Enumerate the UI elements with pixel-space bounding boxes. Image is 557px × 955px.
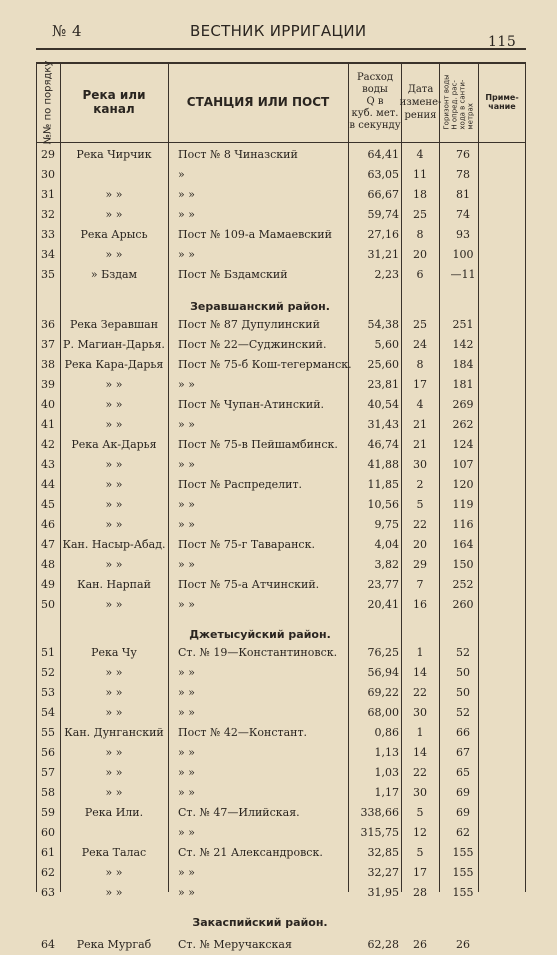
station-cell: » » bbox=[178, 886, 195, 899]
flow-cell: 3,82 bbox=[374, 558, 399, 571]
river-cell: » » bbox=[105, 786, 123, 799]
station-cell: » » bbox=[178, 746, 195, 759]
section-heading: Джетысуйский район. bbox=[189, 628, 331, 641]
level-cell: 69 bbox=[456, 806, 470, 819]
row-number: 46 bbox=[41, 518, 55, 531]
flow-cell: 23,81 bbox=[367, 378, 399, 391]
table-row bbox=[36, 535, 526, 555]
date-cell: 5 bbox=[416, 846, 424, 859]
flow-cell: 69,22 bbox=[367, 686, 399, 699]
level-cell: 50 bbox=[456, 686, 470, 699]
discharge-table bbox=[36, 60, 526, 951]
flow-cell: 31,95 bbox=[367, 886, 399, 899]
date-cell: 16 bbox=[413, 598, 427, 611]
row-number: 54 bbox=[41, 706, 55, 719]
station-cell: Ст. № 21 Александровск. bbox=[178, 846, 323, 859]
date-cell: 26 bbox=[413, 938, 427, 951]
table-row bbox=[36, 475, 526, 495]
date-cell: 17 bbox=[413, 866, 427, 879]
date-cell: 30 bbox=[413, 458, 427, 471]
river-cell: » » bbox=[105, 498, 123, 511]
river-cell: » » bbox=[105, 418, 123, 431]
table-row bbox=[36, 763, 526, 783]
date-cell: 20 bbox=[413, 538, 427, 551]
station-cell: » » bbox=[178, 666, 195, 679]
station-cell: » » bbox=[178, 826, 195, 839]
row-number: 56 bbox=[41, 746, 55, 759]
header-date: Дата измене- рения bbox=[399, 83, 442, 121]
date-cell: 6 bbox=[416, 268, 424, 281]
station-cell: Пост № 75-г Таваранск. bbox=[178, 538, 315, 551]
date-cell: 18 bbox=[413, 188, 427, 201]
level-cell: 69 bbox=[456, 786, 470, 799]
station-cell: Пост № Распределит. bbox=[178, 478, 303, 491]
date-cell: 25 bbox=[413, 208, 427, 221]
flow-cell: 64,41 bbox=[367, 148, 399, 161]
header-rule bbox=[36, 48, 526, 50]
level-cell: 52 bbox=[456, 646, 470, 659]
flow-cell: 1,13 bbox=[374, 746, 399, 759]
header-flow: Расход воды Q в куб. мет. в секунду bbox=[349, 72, 401, 131]
river-cell: Река Чу bbox=[91, 646, 137, 659]
table-row bbox=[36, 165, 526, 185]
row-number: 47 bbox=[41, 538, 55, 551]
table-row bbox=[36, 315, 526, 335]
river-cell: Река Талас bbox=[81, 846, 147, 859]
river-cell: » » bbox=[105, 558, 123, 571]
level-cell: 164 bbox=[452, 538, 474, 551]
date-cell: 24 bbox=[413, 338, 427, 351]
flow-cell: 76,25 bbox=[367, 646, 399, 659]
date-cell: 1 bbox=[416, 726, 424, 739]
station-cell: » » bbox=[178, 558, 195, 571]
river-cell: Река Зеравшан bbox=[69, 318, 159, 331]
table-row bbox=[36, 643, 526, 663]
station-cell: » » bbox=[178, 498, 195, 511]
flow-cell: 27,16 bbox=[367, 228, 399, 241]
flow-cell: 63,05 bbox=[367, 168, 399, 181]
flow-cell: 31,43 bbox=[367, 418, 399, 431]
flow-cell: 5,60 bbox=[374, 338, 399, 351]
flow-cell: 41,88 bbox=[367, 458, 399, 471]
river-cell: Кан. Дунганский bbox=[64, 726, 164, 739]
row-number: 48 bbox=[41, 558, 55, 571]
row-number: 62 bbox=[41, 866, 55, 879]
date-cell: 12 bbox=[413, 826, 427, 839]
station-cell: Ст. № 19—Константиновск. bbox=[178, 646, 338, 659]
station-cell: » » bbox=[178, 766, 195, 779]
flow-cell: 1,17 bbox=[374, 786, 399, 799]
station-cell: Пост № 75-б Кош-тегерманск. bbox=[178, 358, 352, 371]
flow-cell: 4,04 bbox=[374, 538, 399, 551]
flow-cell: 25,60 bbox=[367, 358, 399, 371]
flow-cell: 59,74 bbox=[367, 208, 399, 221]
flow-cell: 56,94 bbox=[367, 666, 399, 679]
header-level: Горизонт воды Н опред. рас- хода в санти- метрах bbox=[443, 74, 475, 130]
row-number: 39 bbox=[41, 378, 55, 391]
date-cell: 14 bbox=[413, 666, 427, 679]
date-cell: 25 bbox=[413, 318, 427, 331]
date-cell: 14 bbox=[413, 746, 427, 759]
row-number: 52 bbox=[41, 666, 55, 679]
level-cell: —11 bbox=[450, 268, 476, 281]
table-row bbox=[36, 783, 526, 803]
level-cell: 155 bbox=[452, 866, 474, 879]
flow-cell: 66,67 bbox=[367, 188, 399, 201]
page-number: 115 bbox=[488, 34, 517, 50]
table-row bbox=[36, 823, 526, 843]
level-cell: 184 bbox=[452, 358, 474, 371]
level-cell: 181 bbox=[452, 378, 474, 391]
row-number: 58 bbox=[41, 786, 55, 799]
row-number: 59 bbox=[41, 806, 55, 819]
river-cell: Река Мургаб bbox=[76, 938, 152, 951]
date-cell: 2 bbox=[416, 478, 424, 491]
river-cell: Река Арысь bbox=[80, 228, 148, 241]
flow-cell: 315,75 bbox=[360, 826, 399, 839]
table-row bbox=[36, 663, 526, 683]
row-number: 43 bbox=[41, 458, 55, 471]
table-row bbox=[36, 435, 526, 455]
flow-cell: 32,85 bbox=[367, 846, 399, 859]
level-cell: 107 bbox=[452, 458, 474, 471]
river-cell: » » bbox=[105, 518, 123, 531]
table-row bbox=[36, 265, 526, 285]
row-number: 42 bbox=[41, 438, 55, 451]
level-cell: 269 bbox=[452, 398, 474, 411]
river-cell: » » bbox=[105, 766, 123, 779]
table-row bbox=[36, 495, 526, 515]
station-cell: Пост № 87 Дупулинский bbox=[178, 318, 320, 331]
table-row bbox=[36, 595, 526, 615]
station-cell: » » bbox=[178, 378, 195, 391]
level-cell: 155 bbox=[452, 846, 474, 859]
flow-cell: 62,28 bbox=[367, 938, 399, 951]
flow-cell: 1,03 bbox=[374, 766, 399, 779]
table-row bbox=[36, 723, 526, 743]
date-cell: 21 bbox=[413, 418, 427, 431]
section-heading: Зеравшанский район. bbox=[190, 300, 330, 313]
issue-number: № 4 bbox=[52, 22, 83, 40]
level-cell: 67 bbox=[456, 746, 470, 759]
level-cell: 100 bbox=[452, 248, 474, 261]
row-number: 57 bbox=[41, 766, 55, 779]
table-row bbox=[36, 703, 526, 723]
table-row bbox=[36, 883, 526, 903]
table-row bbox=[36, 575, 526, 595]
level-cell: 119 bbox=[452, 498, 474, 511]
station-cell: » » bbox=[178, 188, 195, 201]
river-cell: » » bbox=[105, 188, 123, 201]
station-cell: » » bbox=[178, 458, 195, 471]
station-cell: Пост № 8 Чиназский bbox=[178, 148, 298, 161]
date-cell: 4 bbox=[416, 398, 424, 411]
level-cell: 65 bbox=[456, 766, 470, 779]
flow-cell: 32,27 bbox=[367, 866, 399, 879]
date-cell: 28 bbox=[413, 886, 427, 899]
header-station: СТАНЦИЯ ИЛИ ПОСТ bbox=[186, 95, 330, 109]
flow-cell: 68,00 bbox=[367, 706, 399, 719]
row-number: 37 bbox=[41, 338, 55, 351]
station-cell: » » bbox=[178, 686, 195, 699]
date-cell: 22 bbox=[413, 766, 427, 779]
row-number: 51 bbox=[41, 646, 55, 659]
river-cell: » » bbox=[105, 598, 123, 611]
date-cell: 21 bbox=[413, 438, 427, 451]
level-cell: 50 bbox=[456, 666, 470, 679]
river-cell: » » bbox=[105, 866, 123, 879]
flow-cell: 46,74 bbox=[367, 438, 399, 451]
date-cell: 22 bbox=[413, 686, 427, 699]
flow-cell: 11,85 bbox=[367, 478, 399, 491]
level-cell: 142 bbox=[452, 338, 474, 351]
date-cell: 20 bbox=[413, 248, 427, 261]
river-cell: » » bbox=[105, 886, 123, 899]
date-cell: 30 bbox=[413, 786, 427, 799]
river-cell: » » bbox=[105, 746, 123, 759]
row-number: 61 bbox=[41, 846, 55, 859]
table-row bbox=[36, 145, 526, 165]
station-cell: Пост № 109-а Мамаевский bbox=[178, 228, 332, 241]
row-number: 30 bbox=[41, 168, 55, 181]
header-river: Река или канал bbox=[82, 88, 146, 116]
date-cell: 17 bbox=[413, 378, 427, 391]
table-row bbox=[36, 935, 526, 955]
date-cell: 7 bbox=[416, 578, 424, 591]
table-row bbox=[36, 205, 526, 225]
level-cell: 124 bbox=[452, 438, 474, 451]
river-cell: » » bbox=[105, 666, 123, 679]
flow-cell: 338,66 bbox=[360, 806, 399, 819]
table-row bbox=[36, 455, 526, 475]
station-cell: » » bbox=[178, 518, 195, 531]
river-cell: Река Чирчик bbox=[76, 148, 152, 161]
river-cell: » » bbox=[105, 458, 123, 471]
table-row bbox=[36, 225, 526, 245]
table-row bbox=[36, 863, 526, 883]
header-note: Приме- чание bbox=[485, 93, 519, 111]
station-cell: Пост № 22—Суджинский. bbox=[178, 338, 327, 351]
flow-cell: 9,75 bbox=[374, 518, 399, 531]
station-cell: » » bbox=[178, 706, 195, 719]
row-number: 35 bbox=[41, 268, 55, 281]
level-cell: 252 bbox=[452, 578, 474, 591]
level-cell: 74 bbox=[456, 208, 470, 221]
table-row bbox=[36, 683, 526, 703]
row-number: 29 bbox=[41, 148, 55, 161]
table-row bbox=[36, 415, 526, 435]
header-num: №№ по порядку bbox=[42, 60, 54, 144]
row-number: 32 bbox=[41, 208, 55, 221]
row-number: 45 bbox=[41, 498, 55, 511]
river-cell: Кан. Насыр-Абад. bbox=[62, 538, 166, 551]
table-row bbox=[36, 515, 526, 535]
row-number: 33 bbox=[41, 228, 55, 241]
river-cell: » » bbox=[105, 686, 123, 699]
level-cell: 155 bbox=[452, 886, 474, 899]
table-row bbox=[36, 843, 526, 863]
row-number: 53 bbox=[41, 686, 55, 699]
station-cell: » » bbox=[178, 786, 195, 799]
date-cell: 29 bbox=[413, 558, 427, 571]
date-cell: 4 bbox=[416, 148, 424, 161]
level-cell: 262 bbox=[452, 418, 474, 431]
table-row bbox=[36, 245, 526, 265]
table-row bbox=[36, 743, 526, 763]
table-row bbox=[36, 375, 526, 395]
date-cell: 30 bbox=[413, 706, 427, 719]
river-cell: Река Ак-Дарья bbox=[71, 438, 157, 451]
level-cell: 52 bbox=[456, 706, 470, 719]
river-cell: » » bbox=[105, 208, 123, 221]
level-cell: 251 bbox=[452, 318, 474, 331]
station-cell: Пост № 42—Констант. bbox=[178, 726, 308, 739]
row-number: 41 bbox=[41, 418, 55, 431]
flow-cell: 23,77 bbox=[367, 578, 399, 591]
table-row bbox=[36, 555, 526, 575]
table-row bbox=[36, 395, 526, 415]
river-cell: » » bbox=[105, 398, 123, 411]
flow-cell: 10,56 bbox=[367, 498, 399, 511]
date-cell: 11 bbox=[413, 168, 427, 181]
station-cell: Пост № 75-а Атчинский. bbox=[178, 578, 320, 591]
river-cell: » » bbox=[105, 248, 123, 261]
station-cell: » » bbox=[178, 418, 195, 431]
station-cell: » » bbox=[178, 598, 195, 611]
flow-cell: 54,38 bbox=[367, 318, 399, 331]
level-cell: 150 bbox=[452, 558, 474, 571]
river-cell: » » bbox=[105, 478, 123, 491]
level-cell: 66 bbox=[456, 726, 470, 739]
row-number: 55 bbox=[41, 726, 55, 739]
flow-cell: 31,21 bbox=[367, 248, 399, 261]
station-cell: Пост № Чупан-Атинский. bbox=[178, 398, 325, 411]
level-cell: 62 bbox=[456, 826, 470, 839]
level-cell: 260 bbox=[452, 598, 474, 611]
river-cell: » » bbox=[105, 706, 123, 719]
level-cell: 120 bbox=[452, 478, 474, 491]
river-cell: Р. Магиан-Дарья. bbox=[63, 338, 165, 351]
table-row bbox=[36, 335, 526, 355]
river-cell: Река Или. bbox=[84, 806, 144, 819]
date-cell: 8 bbox=[416, 228, 424, 241]
station-cell: » » bbox=[178, 208, 195, 221]
flow-cell: 20,41 bbox=[367, 598, 399, 611]
river-cell: » Бздам bbox=[90, 268, 138, 281]
row-number: 63 bbox=[41, 886, 55, 899]
date-cell: 5 bbox=[416, 806, 424, 819]
row-number: 36 bbox=[41, 318, 55, 331]
row-number: 34 bbox=[41, 248, 55, 261]
row-number: 60 bbox=[41, 826, 55, 839]
date-cell: 1 bbox=[416, 646, 424, 659]
flow-cell: 40,54 bbox=[367, 398, 399, 411]
section-heading: Закаспийский район. bbox=[192, 916, 328, 929]
header-bottom-rule bbox=[36, 142, 526, 143]
flow-cell: 0,86 bbox=[374, 726, 399, 739]
level-cell: 78 bbox=[456, 168, 470, 181]
level-cell: 76 bbox=[456, 148, 470, 161]
station-cell: Пост № Бздамский bbox=[178, 268, 288, 281]
level-cell: 81 bbox=[456, 188, 470, 201]
flow-cell: 2,23 bbox=[374, 268, 399, 281]
river-cell: Река Кара-Дарья bbox=[64, 358, 164, 371]
date-cell: 22 bbox=[413, 518, 427, 531]
station-cell: Ст. № Меручакская bbox=[178, 938, 292, 951]
date-cell: 8 bbox=[416, 358, 424, 371]
level-cell: 26 bbox=[456, 938, 470, 951]
date-cell: 5 bbox=[416, 498, 424, 511]
level-cell: 93 bbox=[456, 228, 470, 241]
row-number: 44 bbox=[41, 478, 55, 491]
row-number: 38 bbox=[41, 358, 55, 371]
row-number: 31 bbox=[41, 188, 55, 201]
table-row bbox=[36, 803, 526, 823]
table-row bbox=[36, 355, 526, 375]
journal-title: ВЕСТНИК ИРРИГАЦИИ bbox=[190, 22, 367, 40]
river-cell: Кан. Нарпай bbox=[77, 578, 151, 591]
station-cell: Пост № 75-в Пейшамбинск. bbox=[178, 438, 338, 451]
row-number: 50 bbox=[41, 598, 55, 611]
station-cell: Ст. № 47—Илийская. bbox=[178, 806, 300, 819]
river-cell: » » bbox=[105, 378, 123, 391]
row-number: 49 bbox=[41, 578, 55, 591]
station-cell: » » bbox=[178, 248, 195, 261]
table-row bbox=[36, 185, 526, 205]
station-cell: » bbox=[178, 168, 185, 181]
station-cell: » » bbox=[178, 866, 195, 879]
row-number: 64 bbox=[41, 938, 55, 951]
row-number: 40 bbox=[41, 398, 55, 411]
level-cell: 116 bbox=[452, 518, 474, 531]
